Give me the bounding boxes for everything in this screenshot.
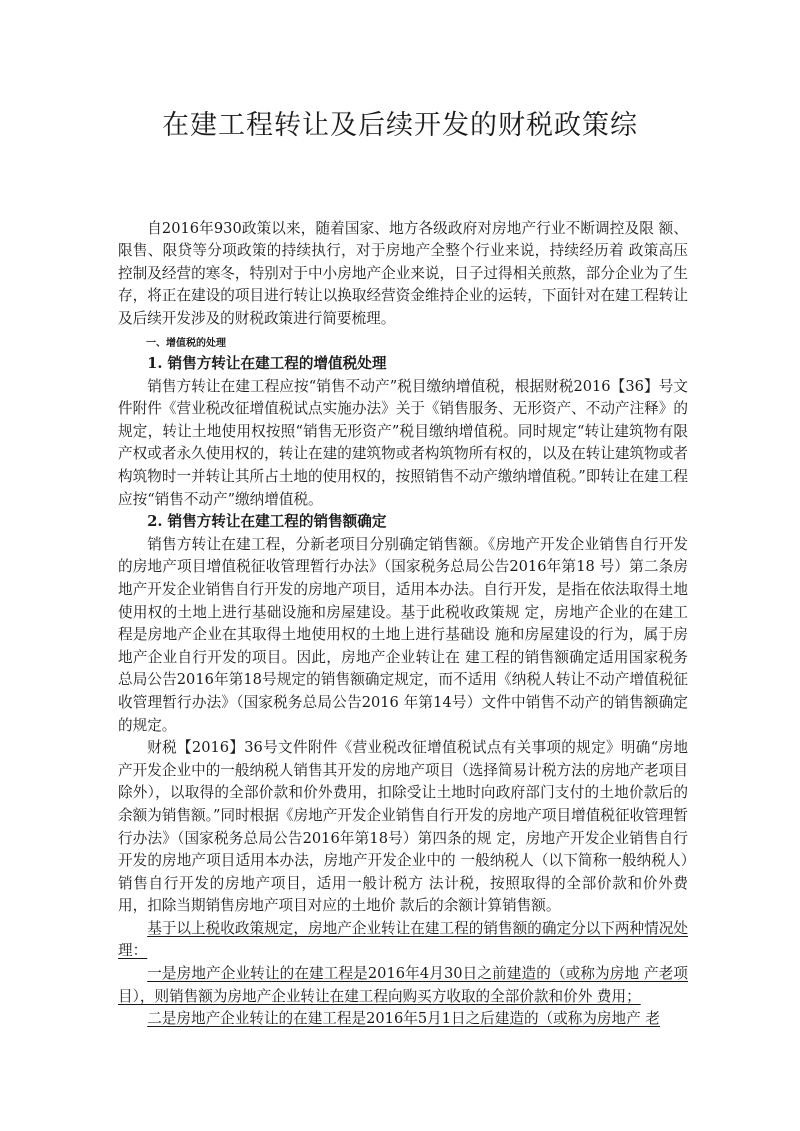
- paragraph-case-2: 二是房地产企业转让的在建工程是2016年5月1日之后建造的（或称为房地产 老: [147, 1010, 660, 1028]
- document-title: 在建工程转让及后续开发的财税政策综: [162, 110, 638, 142]
- subheading-vat-treatment: 1. 销售方转让在建工程的增值税处理: [147, 355, 387, 373]
- section-heading-vat: 一、增值税的处理: [146, 338, 226, 350]
- paragraph-vat-treatment: 销售方转让在建工程应按“销售不动产”税目缴纳增值税，根据财税2016【36】号文件附件《营业税改征增值税试点实施办法》关于《销售服务、无形资产、不动产注释》的规定，转让土地使用权按照“销售无形资产”税目缴纳增值税。同时规定“转让建筑物有限产权或者永久使用权的，转让在建的建筑物或者构筑物所有权的，以及在转让建筑物或者构筑物时一并转让其所占土地的使用权的，按照销售不动产缴纳增值税。”即转让在建工程应按“销售不动产”缴纳增值税。: [118, 377, 688, 508]
- paragraph-case-1: 一是房地产企业转让的在建工程是2016年4月30日之前建造的（或称为房地 产老项目），则销售额为房地产企业转让在建工程向购买方收取的全部价款和价外 费用；: [118, 965, 688, 1005]
- paragraph-sales-amount-1: 销售方转让在建工程，分新老项目分别确定销售额。《房地产开发企业销售自行开发的房地产项目增值税征收管理暂行办法》（国家税务总局公告2016年第18 号）第二条房地产开发企业销售自行开发的房地产项目，适用本办法。自行开发，是指在依法取得土地使用权的土地上进行基础设施和房屋建设。基于此税收政策规 定，房地产企业的在建工程是房地产企业在其取得土地使用权的土地上进行基础设 施和房屋建设的行为，属于房地产企业自行开发的项目。因此，房地产企业转让在 建工程的销售额确定适用国家税务总局公告2016年第18号规定的销售额确定规定，而不适用《纳税人转让不动产增值税征收管理暂行办法》（国家税务总局公告2016 年第14号）文件中销售不动产的销售额确定的规定。: [118, 535, 688, 734]
- intro-paragraph: 自2016年930政策以来，随着国家、地方各级政府对房地产行业不断调控及限 额、限售、限贷等分项政策的持续执行，对于房地产全整个行业来说，持续经历着 政策高压控制及经营的寒冬，特别对于中小房地产企业来说，日子过得相关煎熬，部分企业为了生存，将正在建设的项目进行转让以换取经营资金维持企业的运转，下面针对在建工程转让及后续开发涉及的财税政策进行简要梳理。: [118, 220, 688, 327]
- paragraph-sales-amount-2: 财税【2016】36号文件附件《营业税改征增值税试点有关事项的规定》明确“房地产开发企业中的一般纳税人销售其开发的房地产项目（选择简易计税方法的房地产老项目除外），以取得的全部价款和价外费用，扣除受让土地时向政府部门支付的土地价款后的余额为销售额。”同时根据《房地产开发企业销售自行开发的房地产项目增值税征收管理暂行办法》（国家税务总局公告2016年第18号）第四条的规 定，房地产开发企业销售自行开发的房地产项目适用本办法，房地产开发企业中的 一般纳税人（以下简称一般纳税人）销售自行开发的房地产项目，适用一般计税方 法计税，按照取得的全部价款和价外费用，扣除当期销售房地产项目对应的土地价 款后的余额计算销售额。: [118, 739, 688, 915]
- document-body: [118, 218, 688, 1031]
- paragraph-sales-amount-3: 基于以上税收政策规定，房地产企业转让在建工程的销售额的确定分以下两种情况处理：: [118, 919, 688, 960]
- subheading-sales-amount: 2. 销售方转让在建工程的销售额确定: [147, 513, 387, 531]
